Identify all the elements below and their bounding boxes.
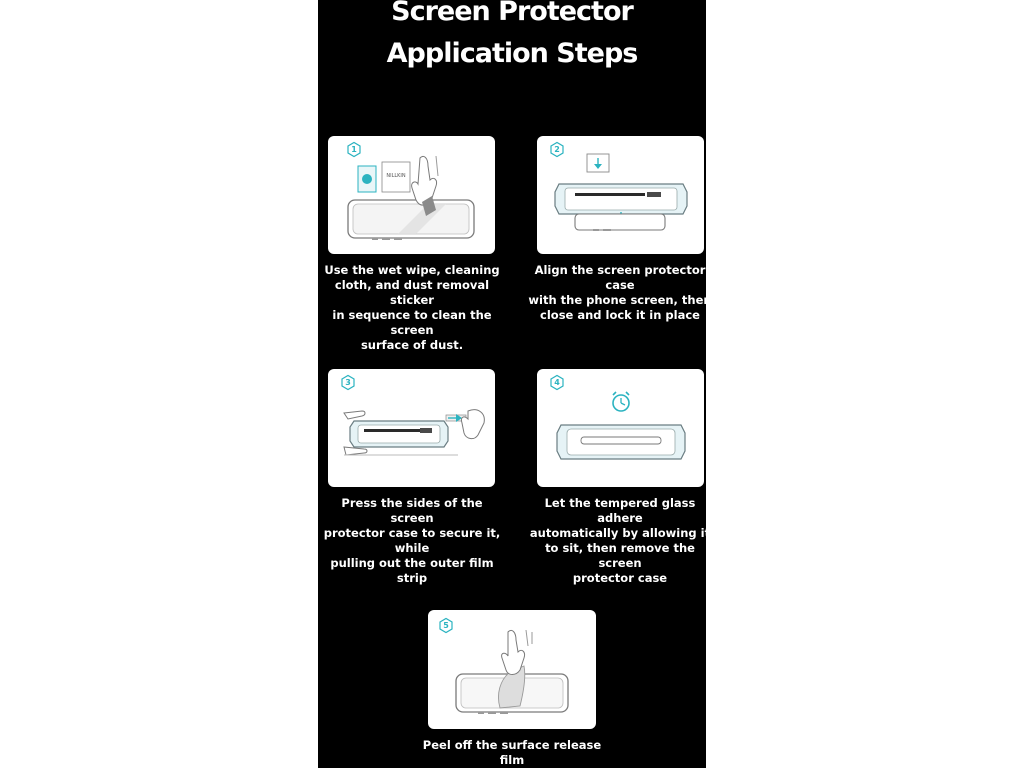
step-5-card — [428, 610, 596, 729]
step-number: 3 — [345, 378, 351, 387]
page-title-line-1: Screen Protector — [391, 0, 633, 27]
step-3-line-1: Press the sides of the screen — [341, 496, 483, 525]
step-5-caption — [410, 738, 614, 783]
step-number: 4 — [554, 378, 560, 387]
step-5-line-2: to complete the application — [422, 768, 602, 782]
step-1-line-1: Use the wet wipe, cleaning — [324, 263, 500, 277]
step-4-card — [537, 369, 704, 487]
alarm-clock-wait-icon — [537, 369, 704, 487]
step-2-line-2: with the phone screen, then — [528, 293, 712, 307]
step-4-line-4: protector case — [572, 571, 668, 585]
step-4-caption — [522, 496, 718, 586]
step-3-line-3: pulling out the outer film strip — [330, 556, 494, 585]
step-2-card — [537, 136, 704, 254]
step-4-line-2: automatically by allowing it — [529, 526, 711, 540]
step-2-caption — [522, 263, 718, 323]
peel-film-hand-icon — [428, 610, 596, 729]
step-4-line-1: Let the tempered glass adhere — [544, 496, 696, 525]
step-1-line-3: in sequence to clean the screen — [332, 308, 492, 337]
phone-cleaning-hand-icon — [328, 136, 495, 254]
step-1-line-2: cloth, and dust removal sticker — [334, 278, 490, 307]
step-1-card — [328, 136, 495, 254]
step-1-caption — [318, 263, 506, 353]
step-3-caption — [318, 496, 506, 586]
step-number: 2 — [554, 145, 560, 154]
step-number: 5 — [443, 621, 449, 630]
case-align-phone-icon — [537, 136, 704, 254]
pull-film-strip-icon — [328, 369, 495, 487]
step-2-line-3: close and lock it in place — [540, 308, 700, 322]
step-number: 1 — [351, 145, 357, 154]
step-3-line-2: protector case to secure it, while — [323, 526, 501, 555]
step-3-card — [328, 369, 495, 487]
sticker-label: NILLKIN — [386, 173, 406, 179]
instruction-panel — [318, 0, 712, 782]
step-5-line-1: Peel off the surface release film — [422, 738, 602, 767]
step-1-line-4: surface of dust. — [360, 338, 464, 352]
step-4-line-3: to sit, then remove the screen — [545, 541, 695, 570]
page-title-line-2: Application Steps — [386, 38, 638, 69]
step-2-line-1: Align the screen protector case — [534, 263, 706, 292]
